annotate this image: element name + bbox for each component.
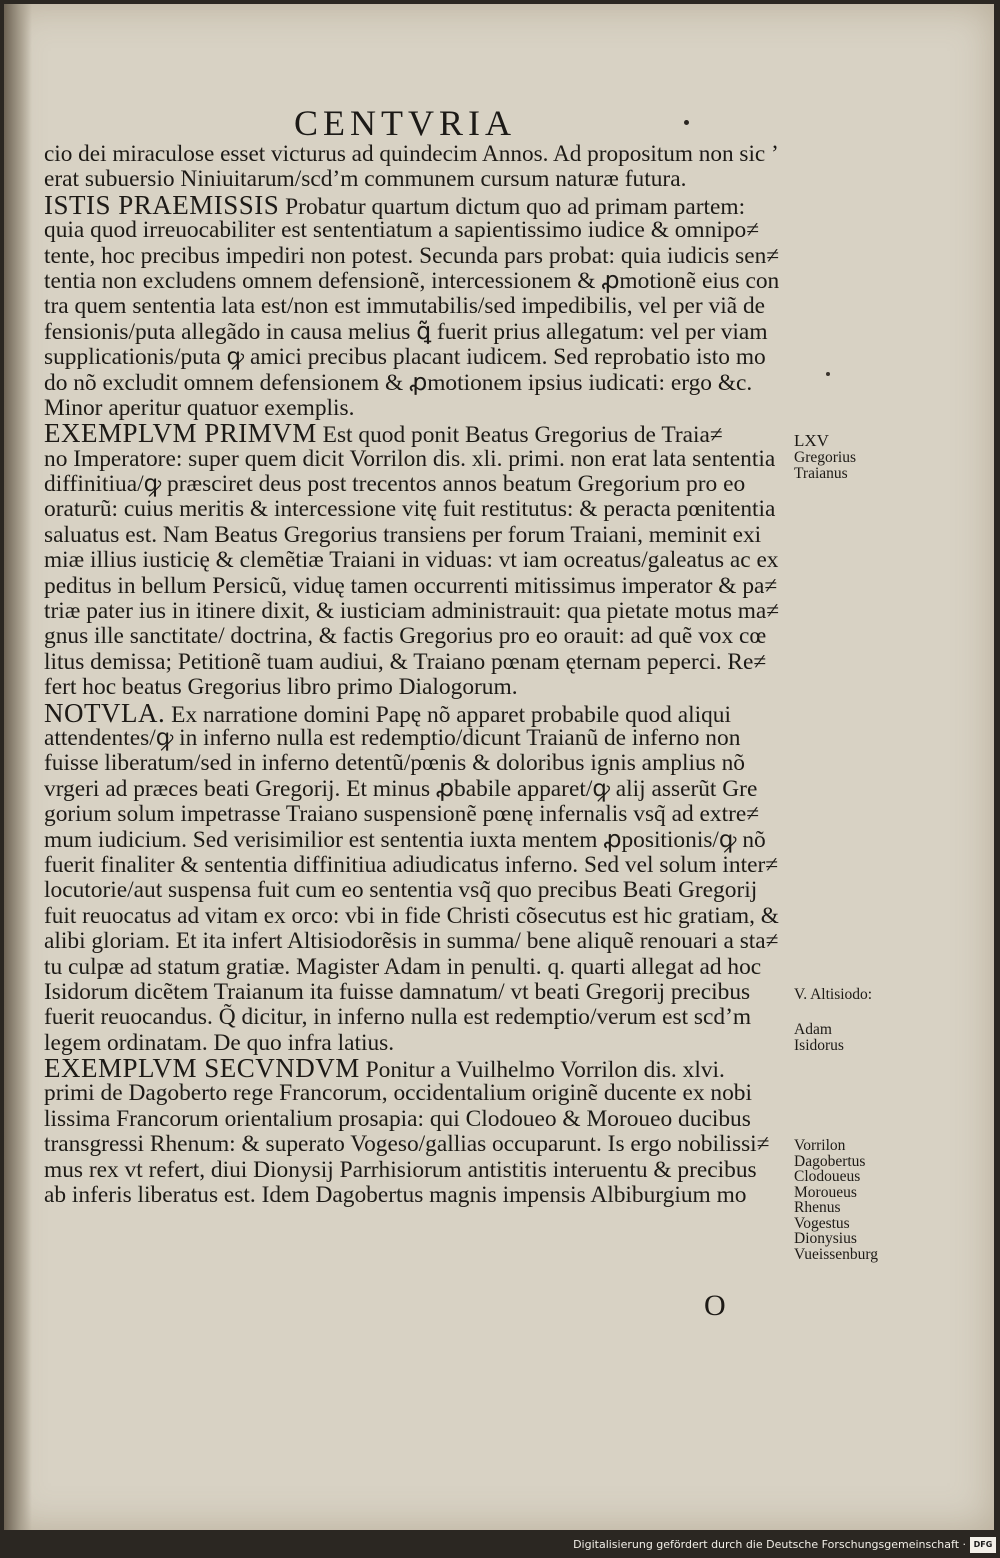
line-text: attendentes/ꝙ in inferno nulla est redemptio/dicunt Traianũ de inferno non	[44, 724, 741, 751]
line-text: litus demissa; Petitionẽ tuam audiui, & Traiano pœnam ęternam peperci. Re≠	[44, 648, 767, 675]
text-line	[44, 472, 779, 497]
text-line	[44, 828, 779, 853]
text-line	[44, 320, 779, 345]
line-text: saluatus est. Nam Beatus Gregorius transiens per forum Traiani, meminit exi	[44, 521, 762, 548]
line-text: legem ordinatam. De quo infra latius.	[44, 1029, 395, 1056]
line-text: no Imperatore: super quem dicit Vorrilon dis. xli. primi. non erat lata sententia	[44, 445, 776, 472]
section-heading: NOTVLA.	[44, 697, 166, 728]
margin-note-line: Traianus	[794, 464, 848, 482]
text-line	[44, 929, 779, 954]
dfg-logo: DFG	[970, 1537, 996, 1553]
line-text: alibi gloriam. Et ita infert Altisiodorẽsis in summa/ bene aliquẽ renouari a sta≠	[44, 928, 779, 955]
margin-note-line: Vorrilon	[794, 1137, 846, 1154]
text-line	[44, 418, 779, 449]
margin-note-adam	[794, 1022, 844, 1053]
text-line	[44, 802, 779, 827]
text-line	[44, 1107, 779, 1132]
text-line	[44, 218, 779, 243]
signature-mark: O	[704, 1289, 726, 1322]
line-text: miæ illius iusticię & clemẽtiæ Traiani in viduas: vt iam ocreatus/galeatus ac ex	[44, 547, 779, 574]
book-page	[4, 4, 994, 1530]
margin-note-line: Dionysius	[794, 1230, 857, 1247]
line-text: Minor aperitur quatuor exemplis.	[44, 394, 355, 421]
text-line	[44, 751, 779, 776]
line-text: fensionis/puta allegãdo in causa melius ꝗ̃ fuerit prius allegatum: vel per viam	[44, 318, 768, 345]
text-line	[44, 294, 779, 319]
line-text: quia quod irreuocabiliter est sententiatum a sapientissimo iudice & omnipo≠	[44, 217, 760, 244]
line-text: locutorie/aut suspensa fuit cum eo sententia vsq̃ quo precibus Beati Gregorij	[44, 877, 758, 904]
margin-note-line: Adam	[794, 1021, 832, 1038]
line-text: mus rex vt refert, diui Dionysij Parrhisiorum antistitis interuentu & precibus	[44, 1156, 757, 1183]
line-text: fuisse liberatum/sed in inferno detentũ/pœnis & doloribus ignis amplius nõ	[44, 750, 745, 777]
text-line	[44, 624, 779, 649]
text-line	[44, 1158, 779, 1183]
line-text: fuit reuocatus ad vitam ex orco: vbi in fide Christi cõsecutus est hic gratiam, &	[44, 902, 779, 929]
text-line	[44, 1005, 779, 1030]
ink-speck	[684, 120, 689, 125]
section-heading: EXEMPLVM SECVNDVM	[44, 1053, 360, 1084]
text-line	[44, 1183, 779, 1208]
text-line	[44, 1053, 779, 1084]
running-head: CENTVRIA	[294, 103, 516, 143]
text-line	[44, 599, 778, 624]
margin-note-gregorius	[794, 432, 856, 481]
line-text: gorium solum impetrasse Traiano suspensionẽ pœnę infernalis vsq̃ ad extre≠	[44, 801, 760, 828]
text-line	[44, 902, 779, 929]
text-line	[44, 1132, 779, 1157]
margin-note-altisiodorensis	[794, 987, 872, 1003]
text-line	[44, 955, 779, 980]
line-text: Ex narratione domini Papę nõ apparet probabile quod aliqui	[165, 701, 731, 728]
line-text: tu culpæ ad statum gratiæ. Magister Adam in penulti. q. quarti allegat ad hoc	[44, 953, 762, 980]
line-text: tentia non excludens omnem defensionẽ, intercessionem & ꝓmotionẽ eius con	[44, 267, 780, 294]
text-line	[44, 878, 779, 903]
margin-note-line: Rhenus	[794, 1199, 841, 1216]
margin-note-line: Moroueus	[794, 1183, 857, 1201]
line-text: fuerit finaliter & sententia diffinitiua adiudicatus inferno. Sed vel solum inter≠	[44, 851, 779, 878]
margin-note-line: Isidorus	[794, 1036, 844, 1054]
line-text: lissima Francorum orientalium prosapia: qui Clodoueo & Moroueo ducibus	[44, 1105, 751, 1132]
line-text: peditus in bellum Persicũ, viduę tamen occurrenti mitissimus imperator & pa≠	[44, 572, 778, 599]
section-heading: EXEMPLVM PRIMVM	[44, 418, 317, 449]
text-line	[44, 345, 779, 370]
line-text: Ponitur a Vuilhelmo Vorrilon dis. xlvi.	[359, 1057, 725, 1084]
margin-note-line: Gregorius	[794, 449, 856, 466]
line-text: cio dei miraculose esset victurus ad quindecim Annos. Ad propositum non sic ’	[44, 141, 779, 167]
line-text: ab inferis liberatus est. Idem Dagobertus magnis impensis Albiburgium mo	[44, 1182, 747, 1209]
section-heading: ISTIS PRAEMISSIS	[44, 189, 280, 220]
line-text: mum iudicium. Sed verisimilior est sententia iuxta mentem ꝓpositionis/ꝙ nõ	[44, 826, 766, 853]
text-line	[44, 650, 779, 675]
line-text: transgressi Rhenum: & superato Vogeso/gallias occuparunt. Is ergo nobilissi≠	[44, 1131, 770, 1158]
margin-note-line: Vueissenburg	[794, 1245, 879, 1263]
margin-note-line: LXV	[794, 431, 829, 450]
margin-note-line: Vogestus	[794, 1214, 850, 1232]
text-line	[44, 726, 779, 751]
line-text: diffinitiua/ꝙ præsciret deus post trecentos annos beatum Gregorium pro eo	[44, 471, 746, 498]
line-text: tra quem sententia lata est/non est immutabilis/sed impedibilis, vel per viã de	[44, 293, 766, 320]
margin-note-line: Dagobertus	[794, 1152, 866, 1170]
line-text: oraturũ: cuius meritis & intercessione vitę fuit restitutus: & peracta pœnitentia	[44, 496, 776, 523]
text-line	[44, 980, 779, 1005]
page-gutter-shadow	[4, 4, 32, 1530]
line-text: Probatur quartum dictum quo ad primam partem:	[279, 193, 746, 220]
text-line	[44, 1081, 779, 1106]
line-text: fert hoc beatus Gregorius libro primo Dialogorum.	[44, 674, 518, 701]
margin-note-dagobertus	[794, 1138, 878, 1262]
line-text: Isidorum dicẽtem Traianum ita fuisse damnatum/ vt beati Gregorij precibus	[44, 978, 751, 1005]
line-text: erat subuersio Niniuitarum/scd’m communem cursum naturæ futura.	[44, 166, 687, 193]
line-text: supplicationis/puta ꝙ amici precibus placant iudicem. Sed reprobatio isto mo	[44, 344, 766, 371]
ink-speck	[826, 372, 830, 376]
margin-note-line: Clodoueus	[794, 1168, 861, 1185]
line-text: Est quod ponit Beatus Gregorius de Traia≠	[316, 422, 723, 449]
line-text: vrgeri ad præces beati Gregorij. Et minus ꝓbabile apparet/ꝙ alij asserũt Gre	[44, 775, 758, 802]
footer-credit: Digitalisierung gefördert durch die Deutsche Forschungsgemeinschaft ·	[573, 1538, 966, 1551]
text-line	[44, 523, 779, 548]
line-text: gnus ille sanctitate/ doctrina, & factis Gregorius pro eo orauit: ad quẽ vox cœ	[44, 623, 767, 650]
text-line	[44, 777, 779, 802]
line-text: fuerit reuocandus. Q̃ dicitur, in inferno nulla est redemptio/verum est scd’m	[44, 1004, 752, 1031]
text-line	[44, 269, 779, 294]
line-text: primi de Dagoberto rege Francorum, occidentalium originẽ ducente ex nobi	[44, 1080, 752, 1107]
text-line	[44, 371, 779, 396]
line-text: triæ pater ius in itinere dixit, & iusticiam administrauit: qua pietate motus ma≠	[44, 598, 780, 625]
line-text: do nõ excludit omnem defensionem & ꝓmotionem ipsius iudicati: ergo &c.	[44, 369, 753, 396]
text-line	[44, 189, 779, 220]
digitization-footer	[0, 1534, 1000, 1558]
text-line	[44, 574, 779, 599]
text-line	[44, 497, 779, 522]
main-text-block	[44, 142, 779, 1208]
text-line	[44, 141, 779, 167]
text-line	[44, 548, 777, 573]
text-line	[44, 447, 779, 472]
text-line	[44, 244, 778, 269]
line-text: tente, hoc precibus impediri non potest. Secunda pars probat: quia iudicis sen≠	[44, 242, 780, 269]
text-line	[44, 697, 779, 728]
text-line	[44, 853, 779, 878]
margin-note-line: V. Altisiodo:	[794, 986, 873, 1003]
